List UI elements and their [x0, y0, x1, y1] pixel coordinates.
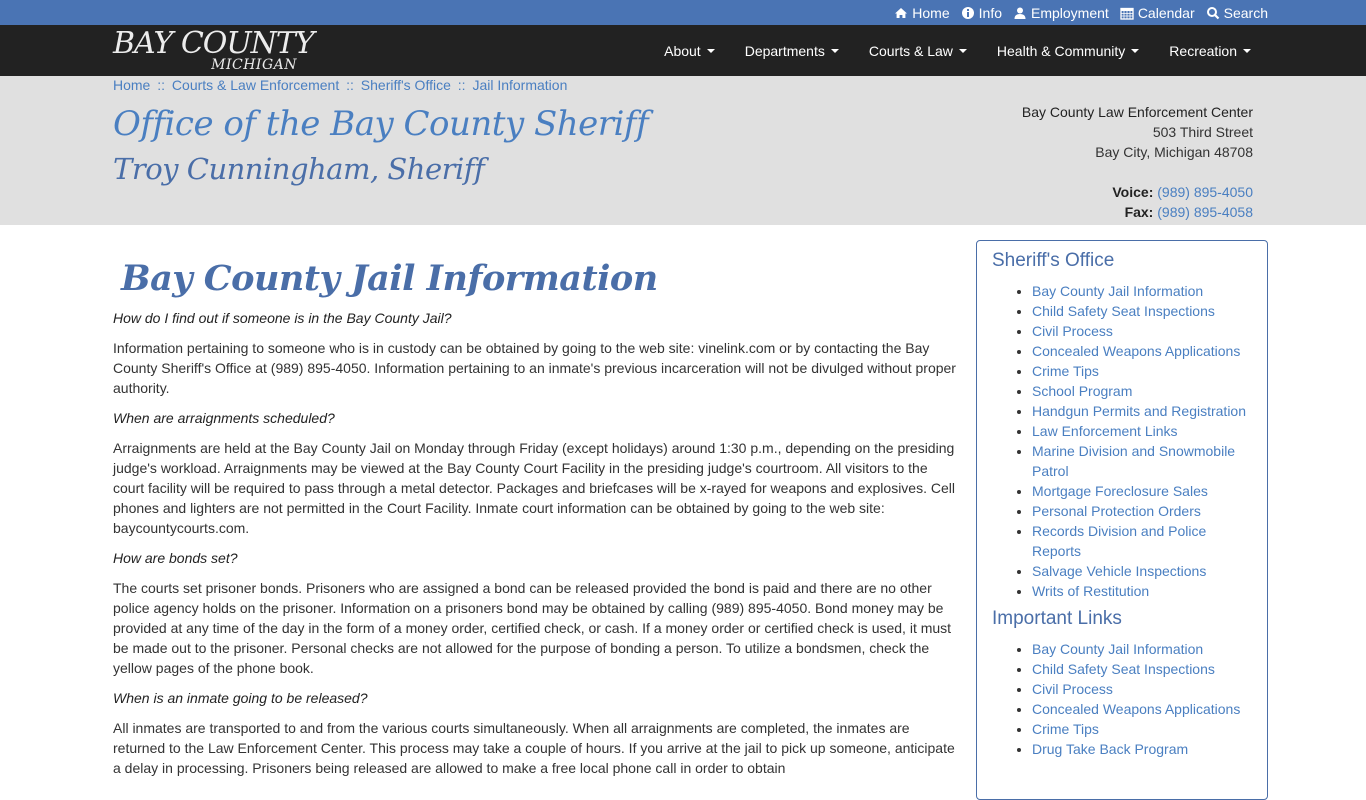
list-item	[1032, 301, 1252, 321]
main-menu	[649, 25, 1266, 76]
menu-item-about[interactable]	[649, 43, 730, 59]
info-icon	[961, 6, 975, 20]
utility-bar	[0, 0, 1366, 25]
sidebar-link[interactable]: Child Safety Seat Inspections	[1032, 303, 1215, 319]
list-item	[1032, 561, 1252, 581]
list-item	[1032, 581, 1252, 601]
calendar-icon	[1120, 6, 1134, 20]
list-item	[1032, 321, 1252, 341]
menu-item-recreation-label: Recreation	[1169, 42, 1237, 59]
list-item	[1032, 679, 1252, 699]
list-item	[1032, 659, 1252, 679]
sidebar-link[interactable]: Drug Take Back Program	[1032, 741, 1189, 757]
menu-item-health-community[interactable]	[982, 43, 1154, 59]
menu-item-departments-label: Departments	[744, 42, 825, 59]
sidebar-link[interactable]: Child Safety Seat Inspections	[1032, 661, 1215, 677]
department-header	[0, 76, 1366, 225]
sidebar-link[interactable]: Mortgage Foreclosure Sales	[1032, 483, 1208, 499]
sidebar-heading-sheriffs-office: Sheriff's Office	[992, 250, 1115, 271]
sidebar	[976, 240, 1268, 800]
faq-question: How are bonds set?	[113, 550, 238, 566]
menu-item-recreation[interactable]	[1154, 43, 1266, 59]
contact-address	[1022, 102, 1253, 222]
list-item	[1032, 481, 1252, 501]
main-content	[113, 250, 961, 788]
sidebar-link[interactable]: Bay County Jail Information	[1032, 283, 1204, 299]
list-item	[1032, 699, 1252, 719]
sidebar-link[interactable]: Crime Tips	[1032, 721, 1099, 737]
list-item	[1032, 739, 1252, 759]
caret-down-icon	[707, 49, 715, 53]
list-item	[1032, 501, 1252, 521]
breadcrumb-separator: ::	[457, 77, 466, 93]
breadcrumb-jail-information[interactable]: Jail Information	[472, 77, 568, 93]
list-item	[1032, 719, 1252, 739]
faq-answer: Arraignments are held at the Bay County Jail on Monday through Friday (except holidays) around 1:30 p.m., depending on the presiding judge's workload. Arraignments may be viewed at the Bay County Court Facility in the presiding judge's courtroom. All visitors to the court facility will be required to pass through a metal detector. Packages and briefcases will be x-rayed for weapons and explosives. Cell phones and lighters are not permitted in the Court Facility. Inmate court information can be obtained by going to the web site: baycountycourts.com.	[113, 440, 955, 536]
list-item	[1032, 401, 1252, 421]
logo-line-1: BAY COUNTY	[113, 26, 314, 61]
menu-item-courts-law-label: Courts & Law	[868, 42, 953, 59]
faq-question: When is an inmate going to be released?	[113, 690, 368, 706]
caret-down-icon	[831, 49, 839, 53]
list-item	[1032, 521, 1252, 561]
list-item	[1032, 281, 1252, 301]
list-item	[1032, 639, 1252, 659]
fax-phone-link[interactable]: (989) 895-4058	[1157, 204, 1253, 220]
address-org: Bay County Law Enforcement Center	[1021, 104, 1253, 120]
fax-line	[1022, 202, 1253, 222]
sidebar-link[interactable]: Concealed Weapons Applications	[1032, 701, 1241, 717]
utility-link-search[interactable]	[1206, 5, 1268, 21]
caret-down-icon	[959, 49, 967, 53]
breadcrumb-separator: ::	[346, 77, 354, 93]
sidebar-link[interactable]: Writs of Restitution	[1032, 583, 1150, 599]
breadcrumb	[113, 77, 567, 93]
utility-link-employment[interactable]	[1013, 5, 1109, 21]
utility-link-home-label: Home	[912, 4, 950, 21]
utility-link-info[interactable]	[961, 5, 1002, 21]
breadcrumb-home[interactable]: Home	[113, 77, 151, 93]
sidebar-link[interactable]: Handgun Permits and Registration	[1032, 403, 1247, 419]
search-icon	[1206, 6, 1220, 20]
main-navbar	[0, 25, 1366, 76]
list-item	[1032, 421, 1252, 441]
user-icon	[1013, 6, 1027, 20]
menu-item-health-community-label: Health & Community	[996, 42, 1126, 59]
faq-question: How do I find out if someone is in the Bay County Jail?	[113, 310, 452, 326]
menu-item-about-label: About	[664, 42, 701, 59]
menu-item-courts-law[interactable]	[854, 43, 982, 59]
sidebar-link[interactable]: Salvage Vehicle Inspections	[1032, 563, 1207, 579]
sidebar-link[interactable]: Law Enforcement Links	[1032, 423, 1178, 439]
breadcrumb-sheriffs-office[interactable]: Sheriff's Office	[360, 77, 451, 93]
sidebar-link[interactable]: Crime Tips	[1032, 363, 1099, 379]
site-logo[interactable]	[113, 26, 314, 74]
faq-answer: Information pertaining to someone who is in custody can be obtained by going to the web site: vinelink.com or by contacting the Bay County Sheriff's Office at (989) 895-4050. Information pertaining to an inmate's previous incarceration will not be divulged without proper authority.	[113, 340, 956, 396]
page-title: Bay County Jail Information	[121, 258, 658, 299]
sidebar-link[interactable]: Concealed Weapons Applications	[1032, 343, 1241, 359]
utility-link-employment-label: Employment	[1031, 4, 1109, 21]
faq-question: When are arraignments scheduled?	[113, 410, 335, 426]
utility-link-info-label: Info	[978, 4, 1002, 21]
sheriffs-office-links	[992, 281, 1252, 601]
fax-label: Fax:	[1124, 204, 1154, 220]
address-city: Bay City, Michigan 48708	[1095, 144, 1253, 160]
sidebar-link[interactable]: Personal Protection Orders	[1032, 503, 1201, 519]
utility-link-home[interactable]	[894, 5, 949, 21]
utility-links	[894, 0, 1268, 25]
faq-answer: All inmates are transported to and from the various courts simultaneously. When all arraignments are completed, the inmates are returned to the Law Enforcement Center. This process may take a couple of hours. If you arrive at the jail to pick up someone, anticipate a delay in processing. Prisoners being released are allowed to make a free local phone call in order to obtain	[113, 720, 955, 776]
sidebar-heading-important-links: Important Links	[992, 608, 1122, 629]
breadcrumb-separator: ::	[157, 77, 166, 93]
voice-label: Voice:	[1112, 184, 1154, 200]
home-icon	[894, 6, 908, 20]
sidebar-link[interactable]: Records Division and Police Reports	[1032, 523, 1207, 559]
logo-line-2: MICHIGAN	[211, 57, 297, 73]
list-item	[1032, 381, 1252, 401]
faq-answer: The courts set prisoner bonds. Prisoners who are assigned a bond can be released provided the bond is paid and there are no other police agency holds on the prisoner. Information on a prisoners bond may be obtained by calling (989) 895-4050. Bond money may be provided at any time of the day in the form of a money order, certified check, or cash. If a money order or certified check is used, it must be made out to the prisoner. Personal checks are not allowed for the purpose of bonding a person. To utilize a bondsmen, check the yellow pages of the phone book.	[113, 580, 952, 676]
sidebar-link[interactable]: Civil Process	[1032, 323, 1113, 339]
sidebar-link[interactable]: School Program	[1032, 383, 1133, 399]
utility-link-search-label: Search	[1223, 4, 1268, 21]
department-subtitle: Troy Cunningham, Sheriff	[113, 152, 485, 186]
caret-down-icon	[1131, 49, 1139, 53]
caret-down-icon	[1243, 49, 1251, 53]
voice-line	[1022, 182, 1253, 202]
utility-link-calendar-label: Calendar	[1137, 4, 1195, 21]
voice-phone-link[interactable]: (989) 895-4050	[1157, 184, 1253, 200]
utility-link-calendar[interactable]	[1120, 5, 1195, 21]
sidebar-link[interactable]: Bay County Jail Information	[1032, 641, 1204, 657]
department-title: Office of the Bay County Sheriff	[113, 104, 649, 144]
list-item	[1032, 361, 1252, 381]
menu-item-departments[interactable]	[730, 43, 854, 59]
sidebar-link[interactable]: Civil Process	[1032, 681, 1113, 697]
address-street: 503 Third Street	[1152, 124, 1253, 140]
sidebar-link[interactable]: Marine Division and Snowmobile Patrol	[1032, 443, 1236, 479]
important-links	[992, 639, 1252, 759]
list-item	[1032, 441, 1252, 481]
list-item	[1032, 341, 1252, 361]
breadcrumb-courts-law-enforcement[interactable]: Courts & Law Enforcement	[171, 77, 340, 93]
